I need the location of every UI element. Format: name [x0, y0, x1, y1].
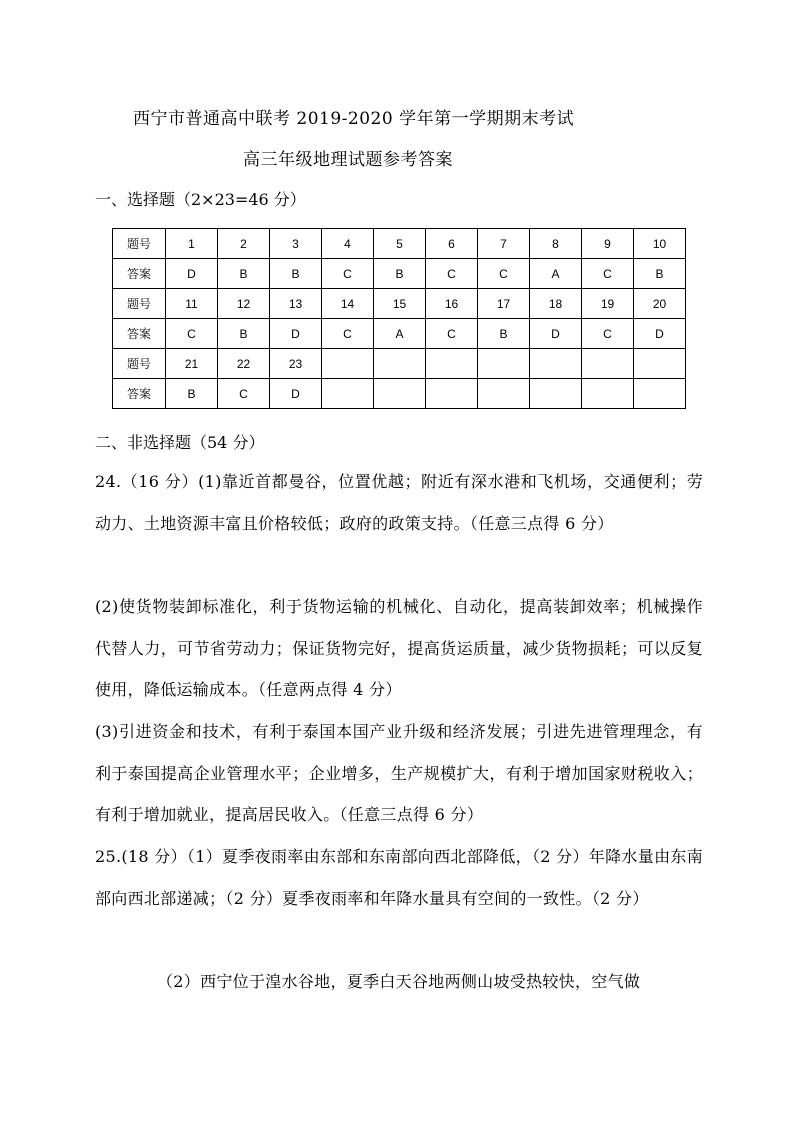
- table-row: [113, 319, 686, 349]
- table-cell: C: [582, 259, 634, 289]
- table-cell: [530, 379, 582, 409]
- table-cell: B: [218, 259, 270, 289]
- table-cell: D: [634, 319, 686, 349]
- table-cell: [374, 349, 426, 379]
- section-heading-nonchoice: 二、非选择题（54 分）: [95, 433, 265, 452]
- row-label-cell: 题号: [113, 229, 166, 259]
- document-title: 西宁市普通高中联考 2019-2020 学年第一学期期末考试: [133, 109, 575, 129]
- answer-table: [112, 228, 686, 409]
- table-row: [113, 349, 686, 379]
- table-cell: 8: [530, 229, 582, 259]
- table-cell: [426, 379, 478, 409]
- table-cell: 16: [426, 289, 478, 319]
- table-cell: 10: [634, 229, 686, 259]
- table-cell: [530, 349, 582, 379]
- table-cell: B: [478, 319, 530, 349]
- table-cell: 22: [218, 349, 270, 379]
- table-cell: [478, 349, 530, 379]
- table-cell: 14: [322, 289, 374, 319]
- table-cell: C: [322, 259, 374, 289]
- table-cell: C: [426, 319, 478, 349]
- table-cell: [634, 349, 686, 379]
- table-cell: 23: [270, 349, 322, 379]
- table-cell: 20: [634, 289, 686, 319]
- table-cell: 6: [426, 229, 478, 259]
- row-label-cell: 答案: [113, 319, 166, 349]
- table-cell: 13: [270, 289, 322, 319]
- document-subtitle: 高三年级地理试题参考答案: [243, 150, 453, 170]
- table-cell: 7: [478, 229, 530, 259]
- table-cell: [634, 379, 686, 409]
- table-cell: C: [478, 259, 530, 289]
- answer-paragraph: （2）西宁位于湟水谷地，夏季白天谷地两侧山坡受热较快，空气做: [157, 972, 641, 991]
- table-cell: [374, 379, 426, 409]
- table-cell: C: [218, 379, 270, 409]
- row-label-cell: 答案: [113, 379, 166, 409]
- table-cell: A: [374, 319, 426, 349]
- table-cell: 19: [582, 289, 634, 319]
- table-cell: 21: [166, 349, 218, 379]
- table-cell: [478, 379, 530, 409]
- table-cell: D: [270, 319, 322, 349]
- table-row: [113, 229, 686, 259]
- table-cell: B: [270, 259, 322, 289]
- table-cell: B: [374, 259, 426, 289]
- table-cell: [322, 379, 374, 409]
- table-row: [113, 259, 686, 289]
- table-cell: 9: [582, 229, 634, 259]
- answer-paragraph: (3)引进资金和技术，有利于泰国本国产业升级和经济发展；引进先进管理理念，有利于泰国提高企业管理水平；企业增多，生产规模扩大，有利于增加国家财税收入；有利于增加就业，提高居民收入。（任意三点得 6 分）: [95, 722, 703, 824]
- table-cell: A: [530, 259, 582, 289]
- table-cell: 4: [322, 229, 374, 259]
- table-cell: C: [166, 319, 218, 349]
- answer-paragraph: 24.（16 分）(1)靠近首都曼谷，位置优越；附近有深水港和飞机场，交通便利；劳动力、土地资源丰富且价格较低；政府的政策支持。（任意三点得 6 分）: [95, 472, 703, 533]
- section-heading-choice: 一、选择题（2×23=46 分）: [95, 190, 306, 209]
- row-label-cell: 答案: [113, 259, 166, 289]
- table-cell: D: [166, 259, 218, 289]
- table-cell: [582, 349, 634, 379]
- table-cell: 18: [530, 289, 582, 319]
- row-label-cell: 题号: [113, 349, 166, 379]
- table-row: [113, 289, 686, 319]
- table-cell: 15: [374, 289, 426, 319]
- table-cell: B: [218, 319, 270, 349]
- answer-paragraph: 25.(18 分）（1）夏季夜雨率由东部和东南部向西北部降低，（2 分）年降水量由东南部向西北部递减；（2 分）夏季夜雨率和年降水量具有空间的一致性。（2 分）: [95, 847, 703, 908]
- table-cell: D: [270, 379, 322, 409]
- table-cell: 12: [218, 289, 270, 319]
- table-cell: 1: [166, 229, 218, 259]
- table-cell: 17: [478, 289, 530, 319]
- table-cell: 3: [270, 229, 322, 259]
- table-cell: 5: [374, 229, 426, 259]
- table-cell: 2: [218, 229, 270, 259]
- table-cell: [322, 349, 374, 379]
- table-cell: B: [166, 379, 218, 409]
- table-cell: C: [582, 319, 634, 349]
- answer-paragraph: (2)使货物装卸标准化，利于货物运输的机械化、自动化，提高装卸效率；机械操作代替人力，可节省劳动力；保证货物完好，提高货运质量，减少货物损耗；可以反复使用，降低运输成本。（任意两点得 4 分）: [95, 597, 703, 699]
- table-cell: 11: [166, 289, 218, 319]
- table-cell: [582, 379, 634, 409]
- row-label-cell: 题号: [113, 289, 166, 319]
- table-cell: [426, 349, 478, 379]
- table-cell: C: [426, 259, 478, 289]
- table-cell: D: [530, 319, 582, 349]
- table-cell: C: [322, 319, 374, 349]
- table-row: [113, 379, 686, 409]
- table-cell: B: [634, 259, 686, 289]
